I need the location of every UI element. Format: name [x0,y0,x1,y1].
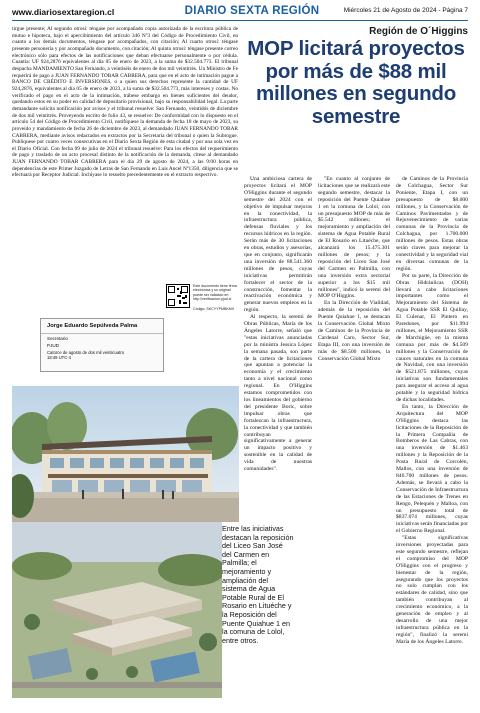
site-url: www.diariosextaregion.cl [12,7,115,17]
article-kicker: Región de O´Higgins [369,26,468,37]
aerial-render-photo [12,522,222,698]
publication-name: DIARIO SEXTA REGIÓN [184,5,320,17]
paragraph: Al respecto, la seremi de Obras Públicas, María de los Ángeles Latorre, señaló que "estas iniciativas anunciadas por la ministra Jessica López la semana pasada, son parte de la cartera de licitaciones que apuntan a potenciar la economía y el crecimiento tanto a nivel nacional como regional. En O'Higgins estamos comprometidos con los lineamientos del gobierno del presidente Boric, sobre impulsar obras que fortalezcan la infraestructura, la conectividad y que también contribuyan significativamente a generar un impacto positivo y sostenible en la calidad de vida de nuestras comunidades". [244,314,312,473]
paragraph: "Estas significativas inversiones proyectadas para este segundo semestre, reflejan el compromiso del MOP O'Higgins con el progreso y bienestar de la región, asegurando que los proyectos no solo cumplan con los estándares de calidad, sino que también contribuyan al crecimiento económico, a la generación de empleo y al desarrollo de una mejor infraestructura pública en la región", finalizó la seremi María de los Ángeles Latorre. [396,535,468,645]
paragraph: En la Dirección de Vialidad, además de la reposición del Puente Quiahue 1, se destacan la Conservación Global Mixto de Caminos de la Provincia de Cardenal Caro, Sector Sur, Etapa III, con una inversión de más de $8.500 millones, la Conservación Global Mixto [318,300,390,362]
signer-name: Jorge Eduardo Sepúlveda Palma [47,323,138,329]
electronic-signature-box [40,318,164,372]
header-divider [12,20,468,21]
paragraph: En tanto, la Dirección de Arquitectura del MOP O'Higgins destaca las licitaciones de la Reposición de la Primera Compañía de Bomberos de Las Cabras, con una inversión de $1.463 millones y la Reposición de la Posta Rural de Corcolén, Mallos, con una inversión de 846.700 millones de pesos. Además, se llevará a cabo la Conservación de Infraestructura de las Estaciones de Trenes en Rengo, Pelequén y Malloa, con un presupuesto total de $837.074 millones, cuyas iniciativas serán financiadas por el Gobierno Regional. [396,403,468,535]
qr-code-icon [166,284,190,308]
article-column-2 [318,176,390,696]
article-column-1 [244,176,312,696]
signature-date: Catorce de agosto de dos mil veinticuatro 18:49 UTC-4 [47,350,125,360]
legal-notice-text: tirgue presente; Al segundo otrosí: téngase por acompañado copia autorizada de la escritura pública de mutuo e hipoteca, bajo el apercibimiento del artículo 346 Nº3 del Código de Procedimiento Civil, en cuanto a los demás documentos, téngase por acompañados, con citación; Al cuarto otrosí: téngase presente personería y por acompañado documento, con citación; Al quinto otrosí: téngase presente correo electrónico sólo para efectos de las notificaciones que deban efectuarse personalmente o por cédula. Cuantía: UF 924,2876 equivalentes al día 05 de enero de 2023, a la suma de $32.504.773. El tribunal despacha MANDAMIENTO San Fernando, a veintiséis de enero de dos mil veintitrés. Un Ministro de Fe requerirá de pago a JUAN FERNANDO TOBAR CABRERA, para que en el acto de intimación pague a BANCO DE CRÉDITO E INVERSIONES, o a quien sus derechos represente la cantidad de UF 924,2876, equivalentes al día 05 de enero de 2023, a la suma de $32.504.773, más intereses y costas. No verificado el pago en el acto de la intimación, trábese embargo en bienes suficientes del deudor, quedando estos en su poder en calidad de depositario provisional, bajo su responsabilidad legal. La parte demandante solicita notificación por avisos y el tribunal resuelve: San Fernando, veintidós de diciembre de dos mil veintitrés. Proveyendo escrito de folio 43, se resuelve: De conformidad con lo dispuesto en el artículo 54 del Código de Procedimiento Civil, notifíquese la demanda de fecha 18 de mayo de 2023, su proveído y mandamiento de fecha 26 de diciembre de 2023, al demandado JUAN FERNANDO TOBAR CABRERA, mediante avisos redactados en extractos por la Secretaria del tribunal o quien la Subrogue. Publíquese por cuatro veces consecutivas en el Diario Sexta Región de esta ciudad y por una sola vez en el Diario Oficial. Con fecha 09 de julio de 2024 el tribunal resuelve: Para los efectos del requerimiento de pago y traslado de un acto procesal distinto de la notificación de la demanda, cítese al demandado JUAN FERNANDO TOBAR CABRERA para el día 29 de agosto de 2024, a las 9:00 horas en dependencias de este Primer Juzgado de Letras de San Fernando en Luis Ancel Nº1350, diligencia que se efectuará por Receptor Judicial. Inclúyase lo resuelto precedentemente en el extracto respectivo. [12,26,238,179]
paragraph: Una ambiciosa cartera de proyectos licitará el MOP O'Higgins durante el segundo semestre del 2024 con el objetivo de impulsar mejoras en la conectividad, la infraestructura pública, defensas fluviales y los recursos hídricos en la región. Serán más de 30 licitaciones en obras, estudios y asesorías, que en conjunto, significarán una inversión de 88.541.360 millones de pesos, cuyas iniciativas permitirán fortalecer el sector de la construcción, fomentar la reactivación económica y generar nuevos empleos en la región. [244,176,312,314]
article-column-3 [396,176,468,696]
signature-verification-text: Este documento tiene firma electrónica y su original puede ser validado en http://verificacion.pjud.cl [193,284,237,302]
signer-org: PJUD [47,343,59,348]
school-render-photo [12,386,239,522]
paragraph: "En cuanto al conjunto de licitaciones que se realizará este segundo semestre, destacar la reposición del Puente Quiahue 1 en la comuna de Lolol, con un presupuesto MOP de más de $5.542 millones; el mejoramiento y ampliación del sistema de Agua Potable Rural de El Rosario en Lituéche, que alcanzará los 15.475.301 millones de pesos; y la reposición del Liceo San José del Carmen en Palmilla, con una inversión extra sectorial superior a los $15 mil millones", indicó la seremi del MOP O'Higgins. [318,176,390,300]
paragraph: Por su parte, la Dirección de Obras Hidráulicas (DOH) llevará a cabo licitaciones importantes como el Mejoramiento del Sistema de Agua Potable SSR El Quillay, El Culenar, El Pintero en Paredones, por $11.994 millones, el Mejoramiento SSR de Marchigüe, en la misma comuna por más de $4.509 millones y la Conservación de cauces naturales en la comuna de Navidad, con una inversión de $521.875 millones, cuyas iniciativas son fundamentales para asegurar el acceso al agua potable y la seguridad hídrica de dichas localidades. [396,272,468,403]
signature-code: Código: SKCYYPMBKMX [193,307,235,311]
article-headline: MOP licitará proyectos por más de $88 mil millones en segundo semestre [247,37,465,128]
signer-role: Secretario [47,336,68,341]
paragraph: de Caminos de la Provincia de Colchagua, Sector Sur Poniente, Etapa I, con un presupuesto de $8.000 millones, y la Conservación de Caminos Pavimentados y de Rejuvenecimiento de varias comunas de la Provincia de Colchagua, por 1.700.000 millones de pesos. Estas obras serán claves para mejorar la conectividad y la seguridad vial en diversas comunas de la región. [396,176,468,272]
photo-caption: Entre las iniciativas destacan la reposición del Liceo San José del Carmen en Palmilla; el mejoramiento y ampliación del sistema de Agua Potable Rural de El Rosario en Lituéche y la Reposición del Puente Quiahue 1 en la comuna de Lolol, entre otros. [222,524,294,645]
issue-date: Miércoles 21 de Agosto de 2024 - Página 7 [343,7,468,14]
